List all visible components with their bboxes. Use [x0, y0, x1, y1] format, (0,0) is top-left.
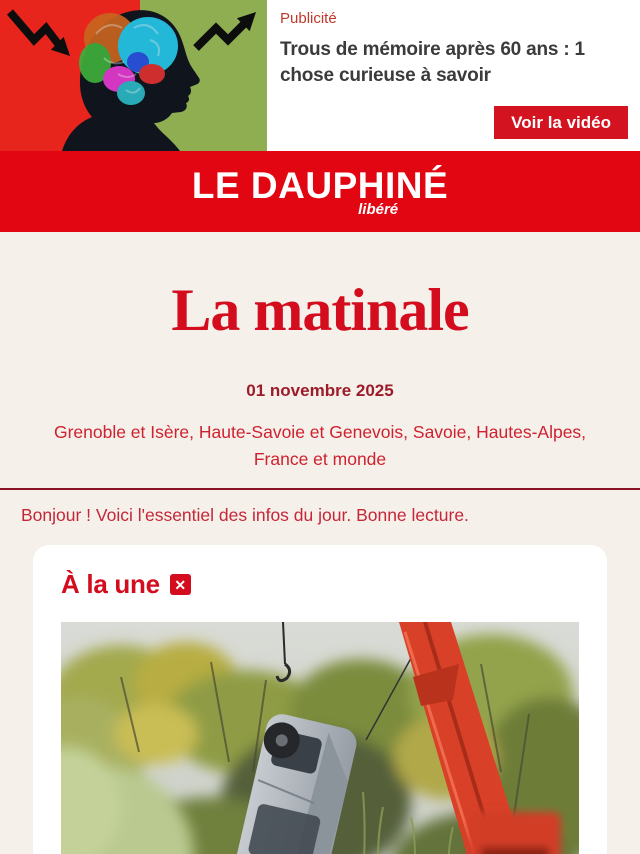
broken-image-icon: ✕	[170, 574, 191, 595]
greeting-text: Bonjour ! Voici l'essentiel des infos du jour. Bonne lecture.	[21, 505, 469, 525]
ad-content	[267, 0, 640, 151]
crane-truck	[469, 812, 561, 854]
top-story-photo[interactable]	[61, 622, 579, 854]
ad-banner	[0, 0, 640, 151]
dauphine-logo[interactable]	[191, 164, 449, 218]
section-title: À la une	[61, 569, 160, 599]
ad-label: Publicité	[280, 10, 337, 27]
edition-list: Grenoble et Isère, Haute-Savoie et Genevois, Savoie, Hautes-Alpes, France et monde	[53, 422, 587, 469]
ad-headline[interactable]: Trous de mémoire après 60 ans : 1 chose curieuse à savoir	[280, 39, 585, 86]
card-header	[61, 569, 579, 600]
newsletter-header	[0, 232, 640, 854]
logo-sub-text: libéré	[358, 200, 399, 218]
masthead	[0, 151, 640, 232]
top-story-card	[33, 545, 607, 854]
newsletter-title: La matinale	[171, 277, 469, 343]
newsletter-date: 01 novembre 2025	[246, 381, 394, 400]
logo-main-text: LE DAUPHINÉ	[191, 164, 449, 206]
watch-video-button[interactable]: Voir la vidéo	[494, 106, 628, 139]
ad-brain-image[interactable]	[0, 0, 267, 151]
